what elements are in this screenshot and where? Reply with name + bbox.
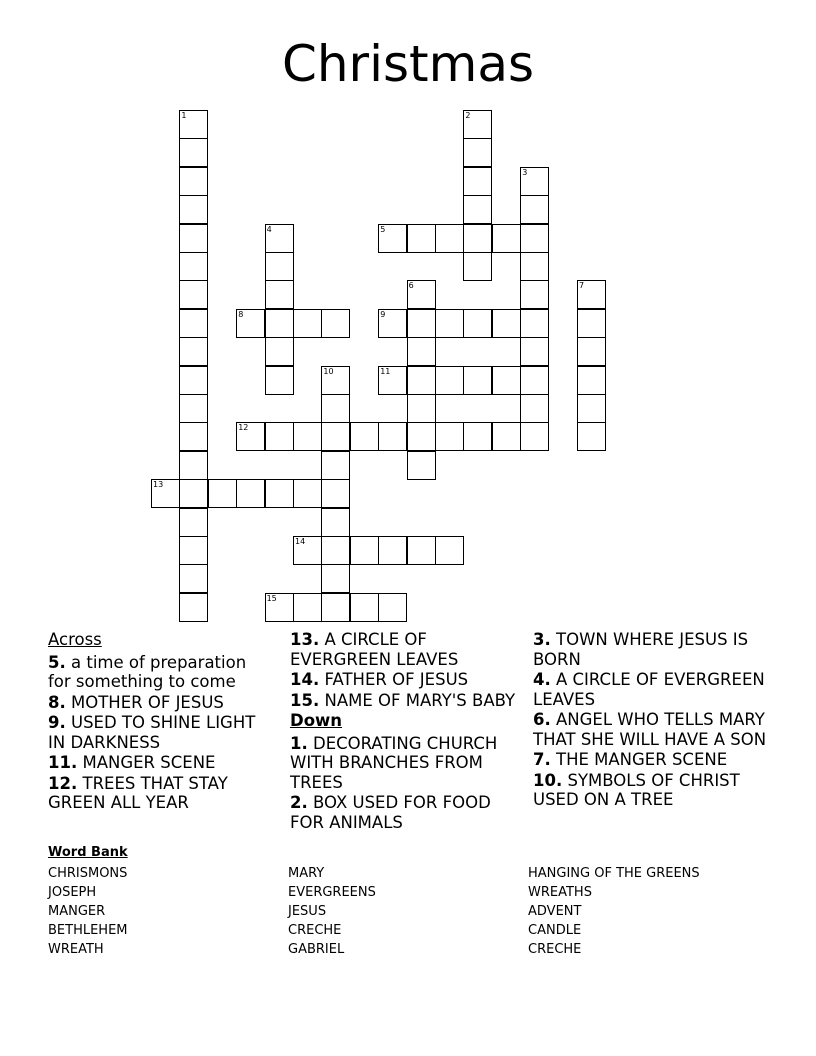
grid-cell[interactable]	[179, 479, 208, 508]
clue-number: 1.	[290, 733, 308, 753]
word-bank-column-3	[528, 864, 700, 959]
grid-cell[interactable]	[179, 508, 208, 537]
clue-number: 14.	[290, 670, 320, 689]
grid-cell[interactable]	[179, 451, 208, 480]
grid-cell[interactable]	[179, 138, 208, 167]
clues-column-3	[533, 630, 773, 811]
grid-cell[interactable]	[179, 366, 208, 395]
across-clue	[48, 713, 273, 752]
grid-cell[interactable]	[520, 224, 549, 253]
grid-cell[interactable]	[321, 422, 350, 451]
grid-cell[interactable]	[321, 309, 350, 338]
grid-cell[interactable]	[293, 422, 322, 451]
clue-text: A CIRCLE OF EVERGREEN LEAVES	[290, 630, 459, 669]
clue-number: 9.	[48, 713, 66, 732]
grid-cell[interactable]	[179, 422, 208, 451]
grid-cell[interactable]	[492, 224, 521, 253]
clue-text: MOTHER OF JESUS	[71, 692, 224, 712]
word-bank-word: HANGING OF THE GREENS	[528, 866, 700, 881]
clue-number: 3.	[533, 630, 551, 649]
grid-cell[interactable]	[378, 224, 407, 253]
grid-cell[interactable]	[179, 224, 208, 253]
clue-text: BOX USED FOR FOOD FOR ANIMALS	[290, 793, 491, 832]
grid-cell[interactable]	[463, 366, 492, 395]
grid-cell[interactable]	[407, 394, 436, 423]
grid-cell[interactable]	[378, 309, 407, 338]
clue-text: SYMBOLS OF CHRIST USED ON A TREE	[533, 770, 740, 809]
clue-number: 2.	[290, 793, 308, 812]
down-clue	[290, 734, 525, 793]
grid-cell[interactable]	[407, 309, 436, 338]
grid-cell[interactable]	[407, 422, 436, 451]
grid-cell[interactable]	[407, 366, 436, 395]
grid-cell[interactable]	[463, 422, 492, 451]
grid-cell[interactable]	[520, 309, 549, 338]
word-bank-word: GABRIEL	[288, 942, 345, 957]
grid-cell[interactable]	[179, 394, 208, 423]
clue-text: NAME OF MARY'S BABY	[324, 690, 516, 710]
grid-cell[interactable]	[236, 309, 265, 338]
grid-cell[interactable]	[407, 280, 436, 309]
cell-number: 8	[238, 309, 244, 319]
puzzle-title: Christmas	[281, 35, 535, 93]
across-clue	[48, 753, 273, 773]
grid-cell[interactable]	[321, 479, 350, 508]
across-clue	[290, 670, 525, 690]
word-bank-word: ADVENT	[528, 904, 582, 919]
grid-cell[interactable]	[435, 224, 464, 253]
across-clue	[48, 774, 273, 813]
down-clue	[290, 793, 525, 832]
grid-cell[interactable]	[350, 536, 379, 565]
word-bank-word: BETHLEHEM	[48, 923, 128, 938]
clue-text: MANGER SCENE	[82, 753, 216, 772]
word-bank-word: WREATHS	[528, 885, 592, 900]
grid-cell[interactable]	[577, 422, 606, 451]
grid-cell[interactable]	[179, 564, 208, 593]
down-clue	[533, 710, 773, 749]
grid-cell[interactable]	[179, 337, 208, 366]
grid-cell[interactable]	[463, 224, 492, 253]
grid-cell[interactable]	[265, 309, 294, 338]
grid-cell[interactable]	[321, 536, 350, 565]
grid-cell[interactable]	[577, 394, 606, 423]
grid-cell[interactable]	[179, 593, 208, 622]
down-clue	[533, 670, 773, 709]
word-bank-word: MANGER	[48, 904, 106, 919]
grid-cell[interactable]	[407, 224, 436, 253]
grid-cell[interactable]	[265, 366, 294, 395]
cell-number: 7	[579, 281, 585, 291]
grid-cell[interactable]	[577, 337, 606, 366]
clue-text: TOWN WHERE JESUS IS BORN	[533, 630, 749, 669]
grid-cell[interactable]	[321, 451, 350, 480]
grid-cell[interactable]	[179, 280, 208, 309]
grid-cell[interactable]	[236, 479, 265, 508]
grid-cell[interactable]	[321, 508, 350, 537]
clue-number: 10.	[533, 770, 563, 790]
cell-number: 4	[266, 224, 272, 234]
grid-cell[interactable]	[463, 252, 492, 281]
cell-number: 3	[522, 167, 528, 177]
across-heading: Across	[48, 630, 102, 649]
cell-number: 14	[295, 537, 306, 546]
grid-cell[interactable]	[179, 110, 208, 139]
clue-text: A CIRCLE OF EVERGREEN LEAVES	[533, 670, 765, 709]
grid-cell[interactable]	[577, 309, 606, 338]
across-clue	[290, 630, 525, 669]
grid-cell[interactable]	[265, 224, 294, 253]
grid-cell[interactable]	[265, 479, 294, 508]
grid-cell[interactable]	[179, 309, 208, 338]
word-bank-word: MARY	[288, 866, 325, 881]
grid-cell[interactable]	[378, 422, 407, 451]
clue-number: 13.	[290, 630, 320, 649]
across-clue	[290, 691, 525, 711]
grid-cell[interactable]	[265, 252, 294, 281]
grid-cell[interactable]	[378, 593, 407, 622]
clue-text: DECORATING CHURCH WITH BRANCHES FROM TREES	[290, 733, 498, 792]
word-bank-word: JESUS	[288, 904, 327, 919]
grid-cell[interactable]	[463, 110, 492, 139]
word-bank-word: CRECHE	[288, 923, 342, 938]
down-heading: Down	[290, 711, 343, 730]
grid-cell[interactable]	[350, 593, 379, 622]
grid-cell[interactable]	[435, 366, 464, 395]
cell-number: 5	[380, 224, 386, 234]
word-bank-word: CANDLE	[528, 923, 582, 938]
cell-number: 1	[181, 111, 187, 120]
grid-cell[interactable]	[378, 366, 407, 395]
across-clue	[48, 693, 273, 713]
grid-cell[interactable]	[151, 479, 180, 508]
grid-cell[interactable]	[293, 309, 322, 338]
word-bank-title: Word Bank	[48, 845, 128, 860]
cell-number: 13	[153, 480, 164, 490]
grid-cell[interactable]	[463, 138, 492, 167]
grid-cell[interactable]	[179, 252, 208, 281]
grid-cell[interactable]	[265, 422, 294, 451]
grid-cell[interactable]	[520, 422, 549, 451]
grid-cell[interactable]	[463, 309, 492, 338]
grid-cell[interactable]	[378, 536, 407, 565]
grid-cell[interactable]	[321, 366, 350, 395]
clue-text: FATHER OF JESUS	[324, 670, 469, 689]
grid-cell[interactable]	[435, 309, 464, 338]
grid-cell[interactable]	[407, 536, 436, 565]
grid-cell[interactable]	[350, 422, 379, 451]
word-bank-column-1	[48, 864, 128, 959]
word-bank-word: WREATH	[48, 942, 104, 957]
clue-number: 4.	[533, 670, 551, 689]
clue-text: USED TO SHINE LIGHT IN DARKNESS	[48, 713, 256, 752]
clue-number: 7.	[533, 750, 551, 769]
cell-number: 11	[380, 366, 391, 376]
grid-cell[interactable]	[293, 479, 322, 508]
grid-cell[interactable]	[520, 167, 549, 196]
grid-cell[interactable]	[321, 564, 350, 593]
grid-cell[interactable]	[208, 479, 237, 508]
word-bank-column-2	[288, 864, 376, 959]
down-clue	[533, 771, 773, 810]
grid-cell[interactable]	[179, 536, 208, 565]
clue-text: TREES THAT STAY GREEN ALL YEAR	[48, 773, 228, 812]
across-clue	[48, 653, 273, 692]
cell-number: 15	[266, 593, 277, 603]
grid-cell[interactable]	[577, 366, 606, 395]
clue-number: 5.	[48, 652, 66, 672]
clue-number: 12.	[48, 773, 78, 793]
grid-cell[interactable]	[492, 366, 521, 395]
down-clue	[533, 750, 773, 770]
grid-cell[interactable]	[236, 422, 265, 451]
grid-cell[interactable]	[179, 195, 208, 224]
word-bank-word: JOSEPH	[48, 885, 97, 900]
clue-text: THE MANGER SCENE	[556, 750, 728, 769]
clue-text: a time of preparation for something to come	[48, 652, 247, 691]
grid-cell[interactable]	[435, 422, 464, 451]
cell-number: 2	[465, 111, 471, 120]
grid-cell[interactable]	[321, 593, 350, 622]
grid-cell[interactable]	[520, 280, 549, 309]
word-bank-word: CRECHE	[528, 942, 582, 957]
grid-cell[interactable]	[407, 451, 436, 480]
clue-number: 15.	[290, 690, 320, 710]
grid-cell[interactable]	[520, 394, 549, 423]
grid-cell[interactable]	[265, 280, 294, 309]
cell-number: 10	[323, 366, 334, 376]
cell-number: 9	[380, 309, 386, 319]
clue-number: 6.	[533, 710, 551, 729]
grid-cell[interactable]	[520, 195, 549, 224]
clue-text: ANGEL WHO TELLS MARY THAT SHE WILL HAVE A SON	[533, 710, 767, 749]
grid-cell[interactable]	[463, 195, 492, 224]
word-bank-word: CHRISMONS	[48, 866, 128, 881]
grid-cell[interactable]	[520, 252, 549, 281]
word-bank-word: EVERGREENS	[288, 885, 376, 900]
grid-cell[interactable]	[265, 337, 294, 366]
grid-cell[interactable]	[577, 280, 606, 309]
cell-number: 12	[238, 423, 249, 433]
grid-cell[interactable]	[492, 309, 521, 338]
clue-number: 8.	[48, 692, 66, 712]
down-clue	[533, 630, 773, 669]
grid-cell[interactable]	[407, 337, 436, 366]
grid-cell[interactable]	[492, 422, 521, 451]
cell-number: 6	[408, 281, 414, 291]
grid-cell[interactable]	[293, 536, 322, 565]
clues-column-2	[290, 630, 525, 833]
grid-cell[interactable]	[293, 593, 322, 622]
grid-cell[interactable]	[321, 394, 350, 423]
grid-cell[interactable]	[520, 337, 549, 366]
grid-cell[interactable]	[435, 536, 464, 565]
grid-cell[interactable]	[463, 167, 492, 196]
clues-column-1	[48, 630, 273, 814]
grid-cell[interactable]	[265, 593, 294, 622]
clue-number: 11.	[48, 753, 78, 772]
grid-cell[interactable]	[179, 167, 208, 196]
grid-cell[interactable]	[520, 366, 549, 395]
